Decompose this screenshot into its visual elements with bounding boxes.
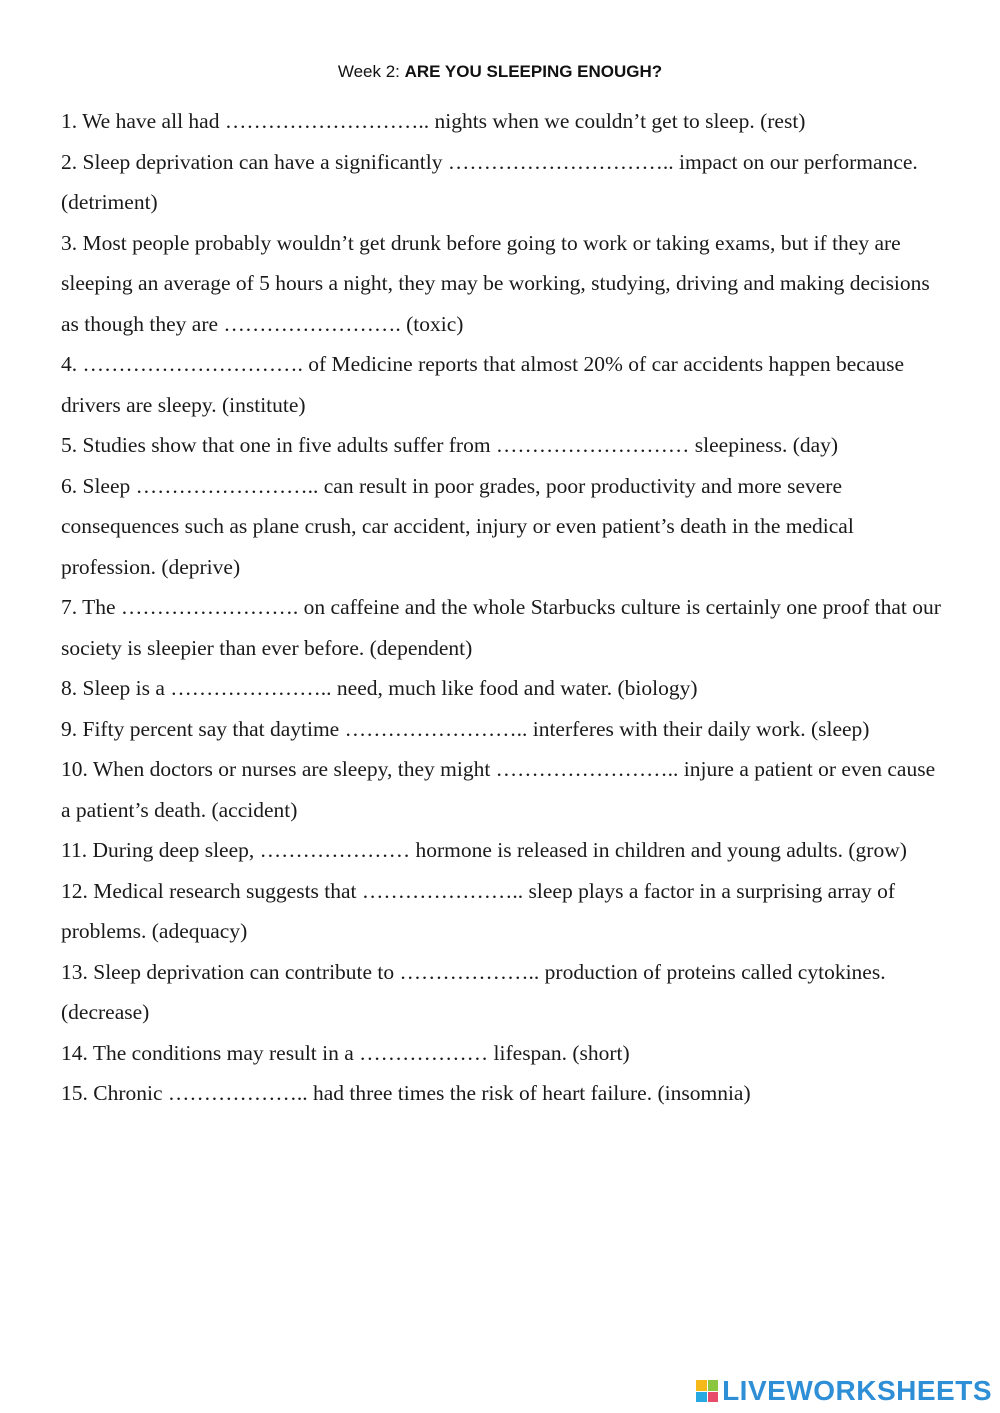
exercise-item-5: 5. Studies show that one in five adults suffer from ……………………… sleepiness. (day) xyxy=(61,433,839,457)
page-title xyxy=(0,62,1000,82)
title-prefix: Week 2: xyxy=(337,62,405,81)
exercise-item-10: 10. When doctors or nurses are sleepy, they might …………………….. injure a patient or even cause a patient’s death. (accident) xyxy=(61,757,936,822)
exercise-item-8: 8. Sleep is a ………………….. need, much like food and water. (biology) xyxy=(61,676,698,700)
exercise-item-9: 9. Fifty percent say that daytime …………………….. interferes with their daily work. (sleep) xyxy=(61,716,870,741)
exercise-item-14: 14. The conditions may result in a ……………… lifespan. (short) xyxy=(61,1040,630,1065)
exercise-item-7: 7. The ……………………. on caffeine and the whole Starbucks culture is certainly one proof that our society is sleepier than ever before. (dependent) xyxy=(61,595,941,660)
exercise-item-11: 11. During deep sleep, ………………… hormone is released in children and young adults. (grow) xyxy=(61,838,907,862)
exercise-item-12: 12. Medical research suggests that ………………….. sleep plays a factor in a surprising array of problems. (adequacy) xyxy=(61,878,896,943)
title-text: ARE YOU SLEEPING ENOUGH? xyxy=(404,62,663,81)
logo-mark-icon xyxy=(696,1380,718,1402)
exercise-item-6: 6. Sleep …………………….. can result in poor grades, poor productivity and more severe consequences such as plane crush, car accident, injury or even patient’s death in the medical profession. (deprive) xyxy=(61,473,854,579)
liveworksheets-logo xyxy=(696,1375,992,1407)
exercise-item-4: 4. …………………………. of Medicine reports that almost 20% of car accidents happen because drivers are sleepy. (institute) xyxy=(61,352,905,417)
logo-text: LIVEWORKSHEETS xyxy=(722,1375,992,1406)
exercise-item-2: 2. Sleep deprivation can have a significantly ………………………….. impact on our performance. (detriment) xyxy=(61,149,918,214)
exercise-item-13: 13. Sleep deprivation can contribute to ……………….. production of proteins called cytokines. (decrease) xyxy=(61,959,886,1024)
exercise-list xyxy=(61,101,941,1114)
exercise-item-3: 3. Most people probably wouldn’t get drunk before going to work or taking exams, but if they are sleeping an average of 5 hours a night, they may be working, studying, driving and making decisions as though they are ……………………. (toxic) xyxy=(61,230,930,336)
exercise-item-15: 15. Chronic ……………….. had three times the risk of heart failure. (insomnia) xyxy=(61,1081,751,1105)
exercise-item-1: 1. We have all had ……………………….. nights when we couldn’t get to sleep. (rest) xyxy=(61,109,806,133)
